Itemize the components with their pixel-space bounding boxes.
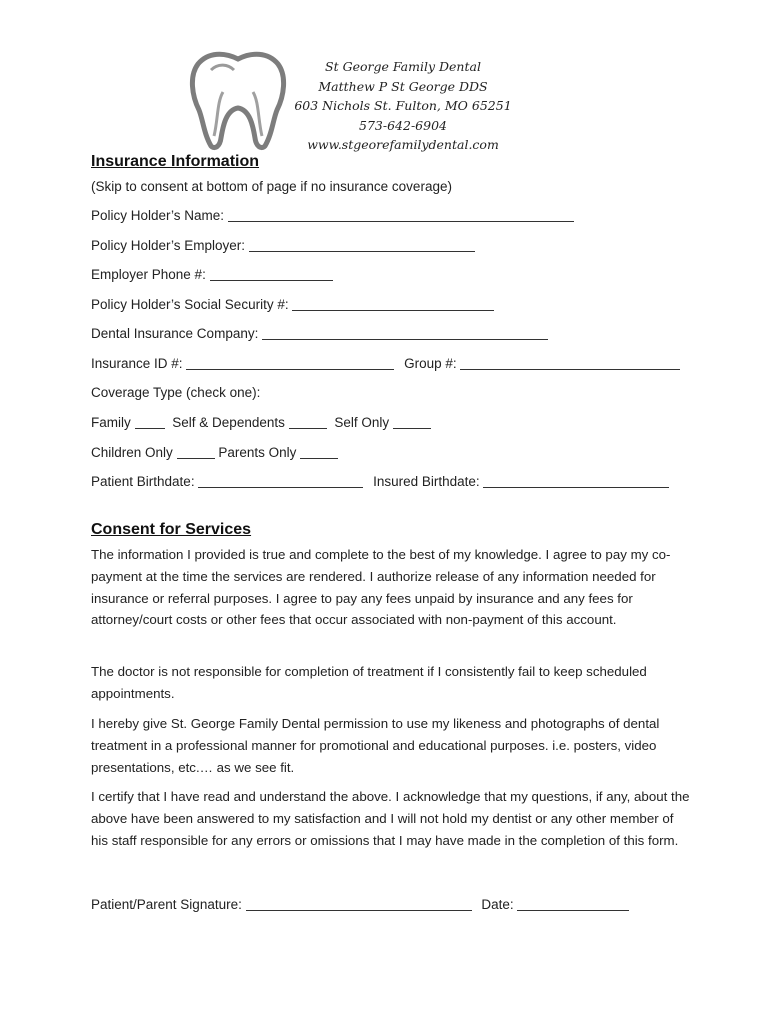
group-label: Group #: xyxy=(404,356,457,371)
family-label: Family xyxy=(91,415,131,430)
policy-holder-name-row xyxy=(91,208,574,223)
employer-phone-field[interactable] xyxy=(210,267,333,281)
patient-birthdate-label: Patient Birthdate: xyxy=(91,474,195,489)
signature-label: Patient/Parent Signature: xyxy=(91,897,242,912)
doctor-name: Matthew P St George DDS xyxy=(318,78,488,94)
insurance-id-field[interactable] xyxy=(186,356,394,370)
policy-holder-name-field[interactable] xyxy=(228,208,574,222)
dental-company-label: Dental Insurance Company: xyxy=(91,326,259,341)
ssn-row xyxy=(91,297,494,312)
self-dependents-label: Self & Dependents xyxy=(172,415,285,430)
tooth-logo-icon xyxy=(186,50,290,152)
coverage-options-row-2 xyxy=(91,445,338,460)
employer-phone-row xyxy=(91,267,333,282)
policy-holder-employer-row xyxy=(91,238,475,253)
employer-phone-label: Employer Phone #: xyxy=(91,267,206,282)
family-check-field[interactable] xyxy=(135,415,165,429)
practice-name: St George Family Dental xyxy=(325,59,481,74)
insurance-id-row xyxy=(91,356,680,371)
practice-address: 603 Nichols St. Fulton, MO 65251 xyxy=(294,98,512,114)
policy-holder-employer-label: Policy Holder’s Employer: xyxy=(91,238,246,253)
insured-birthdate-label: Insured Birthdate: xyxy=(373,474,480,489)
parents-only-label: Parents Only xyxy=(218,445,297,460)
date-field[interactable] xyxy=(517,897,629,911)
practice-phone: 573-642-6904 xyxy=(359,117,447,133)
dental-company-row xyxy=(91,326,548,341)
consent-paragraph-1: The information I provided is true and complete to the best of my knowledge. I agree to pay my co-payment at the time the services are rendered. I authorize release of any information needed for insurance or referral purposes. I agree to pay any fees unpaid by insurance and any fees for attorney/court costs or other fees that occur associated with non-payment of this account. xyxy=(91,547,671,628)
birthdate-row xyxy=(91,474,669,489)
consent-heading: Consent for Services xyxy=(91,521,252,538)
coverage-options-row-1 xyxy=(91,415,431,430)
self-only-label: Self Only xyxy=(334,415,390,430)
insurance-id-label: Insurance ID #: xyxy=(91,356,183,371)
self-only-check-field[interactable] xyxy=(393,415,431,429)
children-only-label: Children Only xyxy=(91,445,173,460)
practice-website: www.stgeorefamilydental.com xyxy=(307,137,499,153)
children-only-check-field[interactable] xyxy=(177,445,215,459)
policy-holder-name-label: Policy Holder’s Name: xyxy=(91,208,225,223)
signature-field[interactable] xyxy=(246,897,472,911)
policy-holder-employer-field[interactable] xyxy=(249,238,475,252)
consent-paragraph-4: I certify that I have read and understand the above. I acknowledge that my questions, if any, about the above have been answered to my satisfaction and I will not hold my dentist or any other member of his staff responsible for any errors or omissions that I may have made in the completion of this form. xyxy=(91,789,690,848)
practice-header xyxy=(288,57,518,155)
patient-birthdate-field[interactable] xyxy=(198,474,363,488)
insurance-note: (Skip to consent at bottom of page if no insurance coverage) xyxy=(91,179,452,194)
dental-company-field[interactable] xyxy=(262,326,548,340)
consent-paragraph-3: I hereby give St. George Family Dental permission to use my likeness and photographs of dental treatment in a professional manner for promotional and educational purposes. i.e. posters, video presentations, etc.… as we see fit. xyxy=(91,716,660,775)
insured-birthdate-field[interactable] xyxy=(483,474,669,488)
ssn-field[interactable] xyxy=(292,297,494,311)
consent-paragraph-2: The doctor is not responsible for completion of treatment if I consistently fail to keep scheduled appointments. xyxy=(91,664,647,701)
parents-only-check-field[interactable] xyxy=(300,445,338,459)
date-label: Date: xyxy=(481,897,514,912)
group-field[interactable] xyxy=(460,356,680,370)
insurance-heading: Insurance Information xyxy=(91,153,260,170)
ssn-label: Policy Holder’s Social Security #: xyxy=(91,297,289,312)
coverage-type-label: Coverage Type (check one): xyxy=(91,385,261,400)
signature-row xyxy=(91,897,629,912)
self-dependents-check-field[interactable] xyxy=(289,415,327,429)
